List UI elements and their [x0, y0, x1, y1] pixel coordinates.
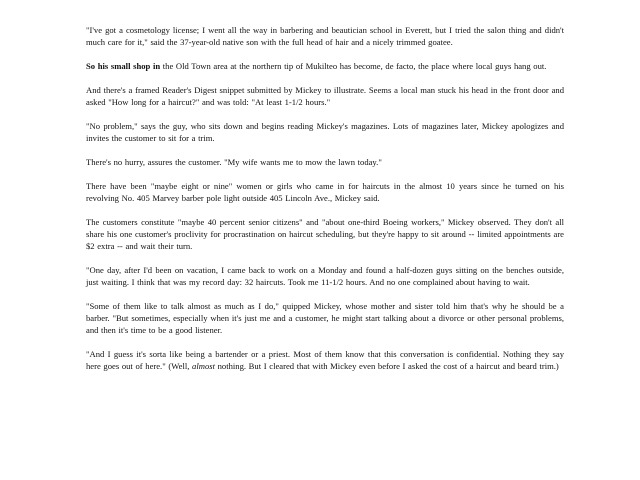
paragraph-10-start: "And I guess it's sorta like being a bartender or a priest. Most of them know that this conversation is confidential. Nothing they say here goes out of here." (Well,	[86, 349, 564, 371]
paragraph-2	[86, 60, 564, 72]
paragraph-4: "No problem," says the guy, who sits down and begins reading Mickey's magazines. Lots of magazines later, Mickey apologizes and invites the customer to sit for a trim.	[86, 121, 564, 143]
paragraph-9: "Some of them like to talk almost as much as I do," quipped Mickey, whose mother and sister told him that's why he should be a barber. "But sometimes, especially when it's just me and a customer, he might start talking about a divorce or other personal problems, and then it's time to be a good listener.	[86, 301, 564, 335]
paragraph-6: There have been "maybe eight or nine" women or girls who came in for haircuts in the almost 10 years since he turned on his revolving No. 405 Marvey barber pole light outside 405 Lincoln Ave., Mickey said.	[86, 181, 564, 203]
paragraph-7: The customers constitute "maybe 40 percent senior citizens" and "about one-third Boeing workers," Mickey observed. They don't all share his one customer's proclivity for procrastination on haircut scheduling, but they're happy to sit around -- limited appointments are $2 extra -- and wait their turn.	[86, 217, 564, 251]
paragraph-10-end: nothing. But I cleared that with Mickey even before I asked the cost of a haircut and beard trim.)	[214, 361, 559, 371]
article-body	[86, 24, 564, 384]
paragraph-10-emphasis: almost	[192, 361, 215, 371]
paragraph-3: And there's a framed Reader's Digest snippet submitted by Mickey to illustrate. Seems a local man stuck his head in the front door and asked "How long for a haircut?" and was told: "At least 1-1/2 hours."	[86, 85, 564, 107]
paragraph-10	[86, 348, 564, 372]
paragraph-8: "One day, after I'd been on vacation, I came back to work on a Monday and found a half-dozen guys sitting on the benches outside, just waiting. I think that was my record day: 32 haircuts. Took me 11-1/2 hours. And no one complained about having to wait.	[86, 265, 564, 287]
paragraph-5: There's no hurry, assures the customer. "My wife wants me to mow the lawn today."	[86, 157, 382, 167]
paragraph-2-lead: So his small shop in	[86, 61, 161, 71]
paragraph-1: "I've got a cosmetology license; I went all the way in barbering and beautician school in Everett, but I tried the salon thing and didn't much care for it," said the 37-year-old native son with the full head of hair and a nicely trimmed goatee.	[86, 25, 564, 47]
paragraph-2-rest: the Old Town area at the northern tip of Mukilteo has become, de facto, the place where local guys hang out.	[160, 61, 547, 71]
